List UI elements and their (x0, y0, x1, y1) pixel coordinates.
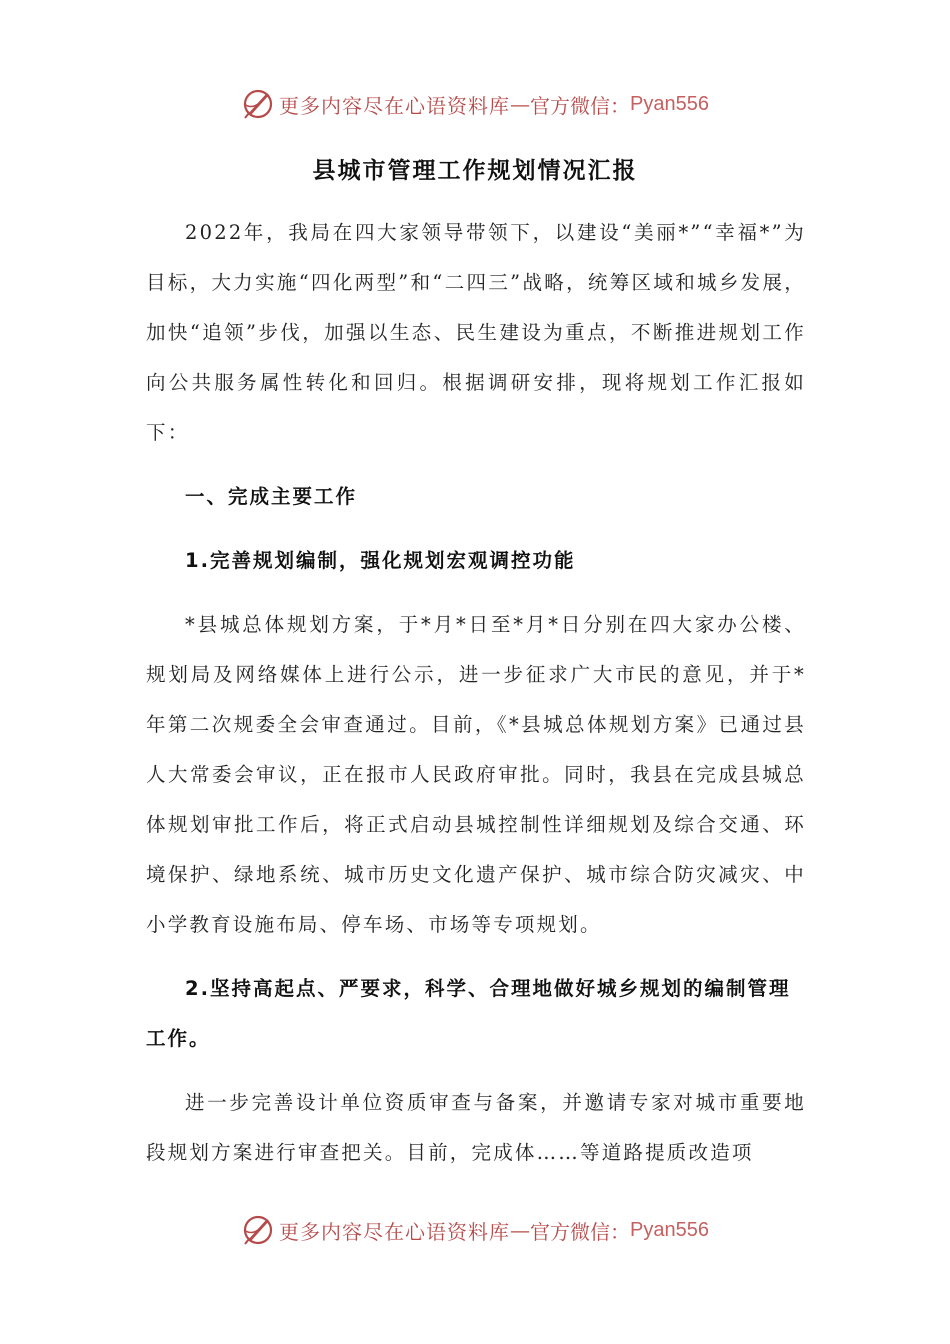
document-body (146, 208, 806, 1178)
header-watermark-banner (0, 84, 950, 124)
intro-paragraph: 2022年，我局在四大家领导带领下，以建设“美丽*”“幸福*”为目标，大力实施“四化两型”和“二四三”战略，统筹区域和城乡发展，加快“追领”步伐，加强以生态、民生建设为重点，不断推进规划工作向公共服务属性转化和回归。根据调研安排，现将规划工作汇报如下： (146, 221, 806, 444)
section-heading: 一、完成主要工作 (185, 485, 358, 508)
banner-wechat-id: Pyan556 (630, 1218, 709, 1241)
document-title: 县城市管理工作规划情况汇报 (312, 158, 638, 184)
banner-main-text: 更多内容尽在心语资料库 (279, 93, 511, 118)
subsection-heading: 2.坚持高起点、严要求，科学、合理地做好城乡规划的编制管理工作。 (146, 977, 791, 1050)
banner-wechat-id: Pyan556 (630, 92, 709, 115)
banner-dash: — (510, 92, 531, 116)
subsection-heading: 1.完善规划编制，强化规划宏观调控功能 (185, 549, 576, 572)
banner-dash: — (510, 1218, 531, 1242)
body-paragraph: 进一步完善设计单位资质审查与备案，并邀请专家对城市重要地段规划方案进行审查把关。目前，完成体……等道路提质改造项 (146, 1091, 806, 1164)
quill-pen-logo-icon (241, 87, 275, 121)
quill-pen-logo-icon (241, 1213, 275, 1247)
footer-watermark-banner (0, 1210, 950, 1250)
banner-wechat-label: 官方微信： (530, 1219, 631, 1244)
banner-wechat-label: 官方微信： (530, 93, 631, 118)
body-paragraph: *县城总体规划方案，于*月*日至*月*日分别在四大家办公楼、规划局及网络媒体上进行公示，进一步征求广大市民的意见，并于*年第二次规委全会审查通过。目前，《*县城总体规划方案》已通过县人大常委会审议，正在报市人民政府审批。同时，我县在完成县城总体规划审批工作后，将正式启动县城控制性详细规划及综合交通、环境保护、绿地系统、城市历史文化遗产保护、城市综合防灾减灾、中小学教育设施布局、停车场、市场等专项规划。 (146, 613, 806, 936)
banner-main-text: 更多内容尽在心语资料库 (279, 1219, 511, 1244)
